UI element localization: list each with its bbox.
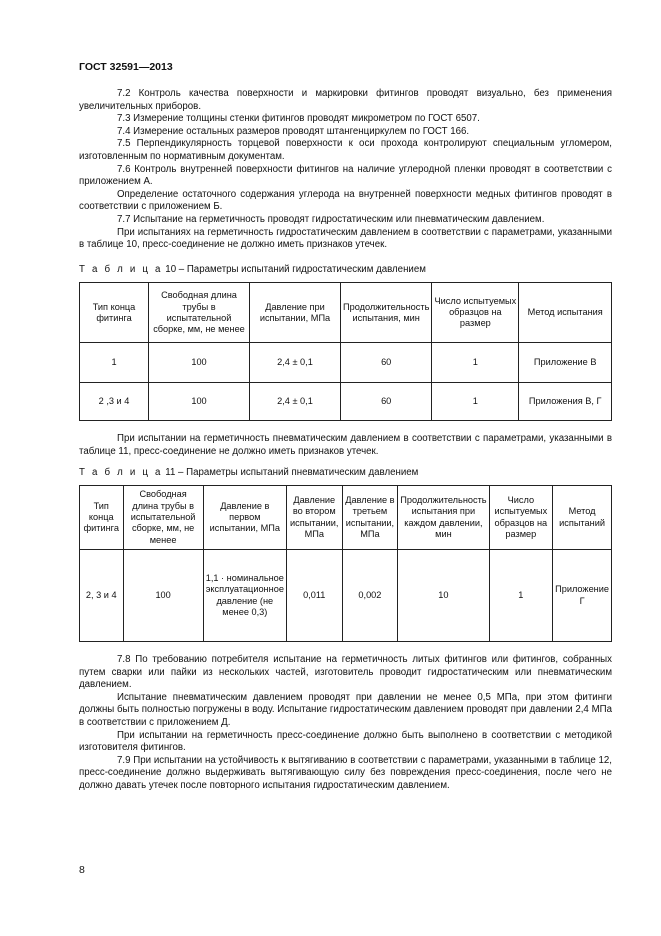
- table-row: [80, 550, 612, 642]
- table-header-row: [80, 486, 612, 550]
- paragraph: 7.8 По требованию потребителя испытание на герметичность литых фитингов или фитингов, собранных путем сварки или пайки из нескольких частей, изготовитель проводит гидростатическим или пневматическим давлением.: [79, 654, 612, 691]
- table-cell: 0,002: [342, 550, 398, 642]
- table-cell: 60: [341, 343, 432, 383]
- table-header-cell: Продолжительность испытания, мин: [341, 283, 432, 343]
- table-row: [80, 383, 612, 421]
- page-number: 8: [79, 864, 85, 876]
- table-cell: 2, 3 и 4: [80, 550, 124, 642]
- table-cell: 1: [432, 383, 519, 421]
- table-header-cell: Тип конца фитинга: [80, 486, 124, 550]
- paragraph: Определение остаточного содержания углерода на внутренней поверхности медных фитингов проводят в соответствии с приложением Б.: [79, 188, 612, 213]
- paragraph: 7.4 Измерение остальных размеров проводят штангенциркулем по ГОСТ 166.: [117, 125, 470, 137]
- table-header-cell: Свободная длина трубы в испытательной сборке, мм, не менее: [149, 283, 250, 343]
- table-header-cell: Давление в третьем испытании, МПа: [342, 486, 398, 550]
- table-cell: 1: [432, 343, 519, 383]
- table-cell: 100: [123, 550, 203, 642]
- table11-caption: Т а б л и ц а 11 – Параметры испытаний пневматическим давлением: [79, 466, 419, 478]
- table-header-cell: Число испытуемых образцов на размер: [489, 486, 553, 550]
- table-header-row: [80, 283, 612, 343]
- table-header-cell: Тип конца фитинга: [80, 283, 149, 343]
- table-header-cell: Метод испытаний: [553, 486, 612, 550]
- table-header-cell: Продолжительность испытания при каждом давлении, мин: [398, 486, 489, 550]
- table-cell: 1: [80, 343, 149, 383]
- paragraph: 7.9 При испытании на устойчивость к вытягиванию в соответствии с параметрами, указанными в таблице 12, пресс-соединение должно выдерживать вытягивающую силу без повреждения пресс-соединения, после чего не должно давать утечек после повторного испытания гидростатическим давлением.: [79, 754, 612, 792]
- table-cell: 100: [149, 383, 250, 421]
- paragraph: При испытании на герметичность пресс-соединение должно быть выполнено в соответствии с методикой изготовителя фитингов.: [79, 729, 612, 754]
- table-cell: 2,4 ± 0,1: [250, 343, 341, 383]
- table10-caption: Т а б л и ц а 10 – Параметры испытаний гидростатическим давлением: [79, 263, 426, 275]
- table-cell: 60: [341, 383, 432, 421]
- document-header: ГОСТ 32591—2013: [79, 61, 173, 73]
- paragraph: 7.2 Контроль качества поверхности и маркировки фитингов проводят визуально, без применения увеличительных приборов.: [79, 88, 612, 112]
- table-cell: 1: [489, 550, 553, 642]
- table-header-cell: Давление во втором испытании, МПа: [286, 486, 342, 550]
- paragraph: 7.6 Контроль внутренней поверхности фитингов на наличие углеродной пленки проводят в соответствии с приложением А.: [79, 163, 612, 188]
- paragraph: 7.5 Перпендикулярность торцевой поверхности к оси прохода контролируют специальным угломером, изготовленным по нормативным документам.: [79, 138, 612, 162]
- table-cell: Приложение В: [519, 343, 612, 383]
- table-cell: 0,011: [286, 550, 342, 642]
- table-row: [80, 343, 612, 383]
- table-cell: 2,4 ± 0,1: [250, 383, 341, 421]
- table-cell: 100: [149, 343, 250, 383]
- table-header-cell: Давление в первом испытании, МПа: [203, 486, 286, 550]
- document-body: [79, 88, 612, 793]
- table-header-cell: Свободная длина трубы в испытательной сборке, мм, не менее: [123, 486, 203, 550]
- table-header-cell: Давление при испытании, МПа: [250, 283, 341, 343]
- paragraph: Испытание пневматическим давлением проводят при давлении не менее 0,5 МПа, при этом фитинги должны быть полностью погружены в воду. Испытание гидростатическим давлением проводят при давлении 2,4 МПа в соответствии с приложением Д.: [79, 691, 612, 729]
- paragraph: 7.7 Испытание на герметичность проводят гидростатическим или пневматическим давлением.: [117, 213, 545, 225]
- table11: [79, 485, 612, 642]
- table-cell: 10: [398, 550, 489, 642]
- paragraph: 7.3 Измерение толщины стенки фитингов проводят микрометром по ГОСТ 6507.: [117, 113, 480, 125]
- table10: [79, 282, 612, 421]
- paragraph: При испытаниях на герметичность гидростатическим давлением в соответствии с параметрами, указанными в таблице 10, пресс-соединение не должно иметь признаков утечек.: [79, 226, 612, 251]
- paragraph: При испытании на герметичность пневматическим давлением в соответствии с параметрами, указанными в таблице 11, пресс-соединение не должно иметь признаков утечек.: [79, 433, 612, 457]
- table-cell: Приложение Г: [553, 550, 612, 642]
- table-cell: 2 ,3 и 4: [80, 383, 149, 421]
- table-cell: Приложения В, Г: [519, 383, 612, 421]
- table-header-cell: Метод испытания: [519, 283, 612, 343]
- table-cell: 1,1 · номинальное эксплуатационное давление (не менее 0,3): [203, 550, 286, 642]
- table-header-cell: Число испытуемых образцов на размер: [432, 283, 519, 343]
